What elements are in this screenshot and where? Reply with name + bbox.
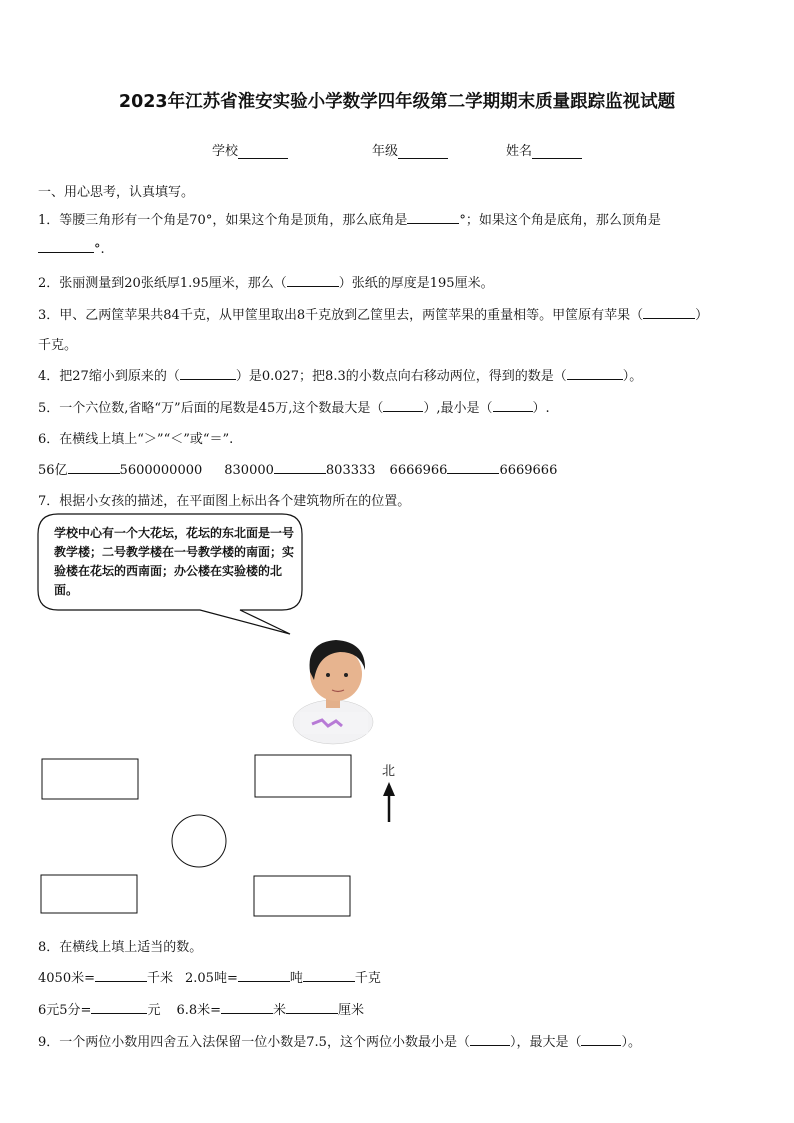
building-box <box>42 759 138 799</box>
bubble-text: 学校中心有一个大花坛，花坛的东北面是一号教学楼；二号教学楼在一号教学楼的南面；实验楼在花坛的西南面；办公楼在实验楼的北面。 <box>54 526 295 597</box>
question-8-row1: 4050米= 千米 2.05吨= 吨 千克 <box>38 971 381 986</box>
north-label: 北 <box>382 764 396 779</box>
flower-bed-circle <box>172 815 226 867</box>
question-1-cont: °. <box>38 240 105 257</box>
answer-blank[interactable] <box>238 969 290 982</box>
answer-blank[interactable] <box>91 1001 147 1014</box>
question-5: 5．一个六位数,省略“万”后面的尾数是45万,这个数最大是（ ）,最小是（ ）. <box>38 401 550 416</box>
answer-blank[interactable] <box>221 1001 273 1014</box>
answer-blank[interactable] <box>286 1001 338 1014</box>
question-3: 3．甲、乙两筐苹果共84千克，从甲筐里取出8千克放到乙筐里去，两筐苹果的重量相等。甲筐原有苹果（ ） <box>38 308 709 323</box>
answer-blank[interactable] <box>470 1033 510 1046</box>
question-6-items: 56亿 5600000000 830000 803333 6666966 6669666 <box>38 463 558 478</box>
building-box <box>254 876 350 916</box>
question-7: 7．根据小女孩的描述，在平面图上标出各个建筑物所在的位置。 <box>38 494 411 509</box>
question-2: 2．张丽测量到20张纸厚1.95厘米，那么（ ）张纸的厚度是195厘米。 <box>38 276 494 291</box>
section-heading: 一、用心思考，认真填写。 <box>38 185 195 200</box>
answer-blank[interactable] <box>95 969 147 982</box>
grade-field[interactable]: 年级 <box>372 140 448 159</box>
answer-blank[interactable] <box>303 969 355 982</box>
question-8-row2: 6元5分= 元 6.8米= 米 厘米 <box>38 1003 365 1018</box>
building-box <box>41 875 137 913</box>
page-title: 2023年江苏省淮安实验小学数学四年级第二学期期末质量跟踪监视试题 <box>118 92 676 112</box>
question-8: 8．在横线上填上适当的数。 <box>38 940 203 955</box>
question-4: 4．把27缩小到原来的（ ）是0.027；把8.3的小数点向右移动两位，得到的数是（ ）。 <box>38 369 643 384</box>
name-field[interactable]: 姓名 <box>506 140 582 159</box>
question-9: 9．一个两位小数用四舍五入法保留一位小数是7.5，这个两位小数最小是（ ），最大是（ ）。 <box>38 1035 641 1050</box>
question-3-cont: 千克。 <box>38 338 78 353</box>
north-arrow-icon <box>383 782 395 822</box>
question-6: 6．在横线上填上“＞”“＜”或“＝”. <box>38 432 234 447</box>
girl-illustration <box>293 640 373 744</box>
building-box <box>255 755 351 797</box>
answer-blank[interactable] <box>581 1033 621 1046</box>
question-1: 1．等腰三角形有一个角是70°，如果这个角是顶角，那么底角是 °；如果这个角是底角，那么顶角是 <box>38 213 661 228</box>
school-field[interactable]: 学校 <box>212 140 288 159</box>
